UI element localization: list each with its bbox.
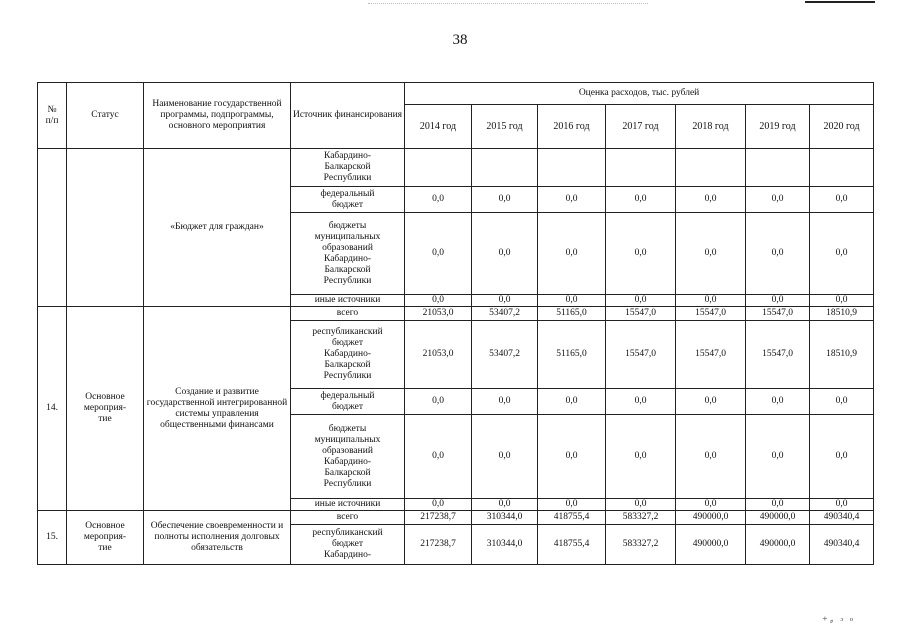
amount-cell: 310344,0 [472, 525, 538, 565]
top-dotted-rule [368, 3, 648, 4]
amount-cell: 490340,4 [810, 525, 874, 565]
row-name: «Бюджет для граждан» [144, 149, 291, 307]
funding-source: Кабардино- Балкарской Республики [291, 149, 405, 187]
amount-cell: 583327,2 [606, 525, 676, 565]
amount-cell: 0,0 [676, 187, 746, 213]
amount-cell: 0,0 [746, 415, 810, 499]
header-year: 2018 год [676, 105, 746, 149]
header-cost: Оценка расходов, тыс. рублей [405, 83, 874, 105]
amount-cell: 21053,0 [405, 321, 472, 389]
amount-cell: 0,0 [606, 295, 676, 307]
amount-cell [810, 149, 874, 187]
funding-source: иные источники [291, 295, 405, 307]
amount-cell: 0,0 [472, 389, 538, 415]
amount-cell: 0,0 [405, 389, 472, 415]
amount-cell: 18510,9 [810, 321, 874, 389]
header-source: Источник финансирования [291, 83, 405, 149]
amount-cell: 0,0 [746, 389, 810, 415]
amount-cell: 0,0 [676, 499, 746, 511]
amount-cell: 0,0 [538, 213, 606, 295]
amount-cell: 490000,0 [676, 525, 746, 565]
header-num: № п/п [38, 83, 67, 149]
row-number [38, 149, 67, 307]
amount-cell [472, 149, 538, 187]
amount-cell: 18510,9 [810, 307, 874, 321]
funding-source: всего [291, 307, 405, 321]
row-name: Создание и развитие государственной интегрированной системы управления общественными финансами [144, 307, 291, 511]
table-row [38, 307, 874, 321]
header-year: 2016 год [538, 105, 606, 149]
amount-cell: 15547,0 [676, 321, 746, 389]
amount-cell: 15547,0 [606, 321, 676, 389]
amount-cell: 0,0 [810, 389, 874, 415]
header-year: 2014 год [405, 105, 472, 149]
amount-cell [405, 149, 472, 187]
amount-cell: 0,0 [606, 389, 676, 415]
amount-cell: 53407,2 [472, 321, 538, 389]
amount-cell: 0,0 [472, 187, 538, 213]
funding-source: республиканский бюджет Кабардино- [291, 525, 405, 565]
header-status: Статус [67, 83, 144, 149]
amount-cell: 0,0 [538, 187, 606, 213]
page-number: 38 [452, 32, 468, 48]
amount-cell: 0,0 [676, 389, 746, 415]
amount-cell: 51165,0 [538, 321, 606, 389]
amount-cell: 0,0 [538, 499, 606, 511]
amount-cell: 21053,0 [405, 307, 472, 321]
amount-cell: 0,0 [606, 187, 676, 213]
amount-cell: 0,0 [405, 213, 472, 295]
amount-cell: 0,0 [538, 295, 606, 307]
amount-cell: 15547,0 [606, 307, 676, 321]
amount-cell: 217238,7 [405, 525, 472, 565]
row-number: 14. [38, 307, 67, 511]
row-status [67, 149, 144, 307]
amount-cell: 0,0 [405, 295, 472, 307]
amount-cell: 0,0 [606, 415, 676, 499]
amount-cell: 0,0 [746, 499, 810, 511]
amount-cell: 15547,0 [746, 321, 810, 389]
funding-source: федеральный бюджет [291, 187, 405, 213]
amount-cell: 490000,0 [746, 511, 810, 525]
amount-cell: 0,0 [746, 187, 810, 213]
row-status: Основное мероприя- тие [67, 511, 144, 565]
amount-cell: 0,0 [538, 415, 606, 499]
funding-source: федеральный бюджет [291, 389, 405, 415]
amount-cell: 490340,4 [810, 511, 874, 525]
amount-cell: 0,0 [606, 499, 676, 511]
amount-cell: 0,0 [538, 389, 606, 415]
amount-cell [538, 149, 606, 187]
amount-cell: 15547,0 [676, 307, 746, 321]
header-row-1 [38, 83, 874, 105]
funding-source: бюджеты муниципальных образований Кабардино- Балкарской Республики [291, 213, 405, 295]
amount-cell: 0,0 [472, 499, 538, 511]
amount-cell: 51165,0 [538, 307, 606, 321]
amount-cell: 0,0 [676, 295, 746, 307]
amount-cell [606, 149, 676, 187]
corner-mark: ⁺⸗ ᵓ ᵒ [822, 615, 855, 627]
header-name: Наименование государственной программы, подпрограммы, основного мероприятия [144, 83, 291, 149]
amount-cell: 0,0 [405, 415, 472, 499]
header-year: 2017 год [606, 105, 676, 149]
funding-source: республиканский бюджет Кабардино- Балкарской Республики [291, 321, 405, 389]
header-year: 2015 год [472, 105, 538, 149]
amount-cell: 583327,2 [606, 511, 676, 525]
amount-cell: 0,0 [472, 213, 538, 295]
table-row [38, 149, 874, 187]
row-name: Обеспечение своевременности и полноты исполнения долговых обязательств [144, 511, 291, 565]
header-year: 2019 год [746, 105, 810, 149]
amount-cell: 0,0 [472, 415, 538, 499]
amount-cell: 0,0 [405, 187, 472, 213]
amount-cell: 217238,7 [405, 511, 472, 525]
amount-cell: 0,0 [746, 213, 810, 295]
amount-cell: 53407,2 [472, 307, 538, 321]
row-number: 15. [38, 511, 67, 565]
funding-source: всего [291, 511, 405, 525]
amount-cell: 0,0 [810, 213, 874, 295]
amount-cell: 0,0 [810, 295, 874, 307]
amount-cell: 418755,4 [538, 511, 606, 525]
row-status: Основное мероприя- тие [67, 307, 144, 511]
funding-source: иные источники [291, 499, 405, 511]
amount-cell: 15547,0 [746, 307, 810, 321]
amount-cell: 0,0 [676, 213, 746, 295]
amount-cell: 0,0 [810, 415, 874, 499]
amount-cell: 310344,0 [472, 511, 538, 525]
top-right-rule [805, 1, 875, 3]
amount-cell: 0,0 [472, 295, 538, 307]
amount-cell: 0,0 [606, 213, 676, 295]
amount-cell: 0,0 [810, 187, 874, 213]
header-year: 2020 год [810, 105, 874, 149]
table-row [38, 511, 874, 525]
amount-cell: 418755,4 [538, 525, 606, 565]
amount-cell: 0,0 [676, 415, 746, 499]
amount-cell: 0,0 [746, 295, 810, 307]
amount-cell: 0,0 [405, 499, 472, 511]
expense-table [37, 82, 874, 565]
funding-source: бюджеты муниципальных образований Кабардино- Балкарской Республики [291, 415, 405, 499]
amount-cell [746, 149, 810, 187]
amount-cell: 490000,0 [676, 511, 746, 525]
amount-cell: 490000,0 [746, 525, 810, 565]
amount-cell [676, 149, 746, 187]
amount-cell: 0,0 [810, 499, 874, 511]
